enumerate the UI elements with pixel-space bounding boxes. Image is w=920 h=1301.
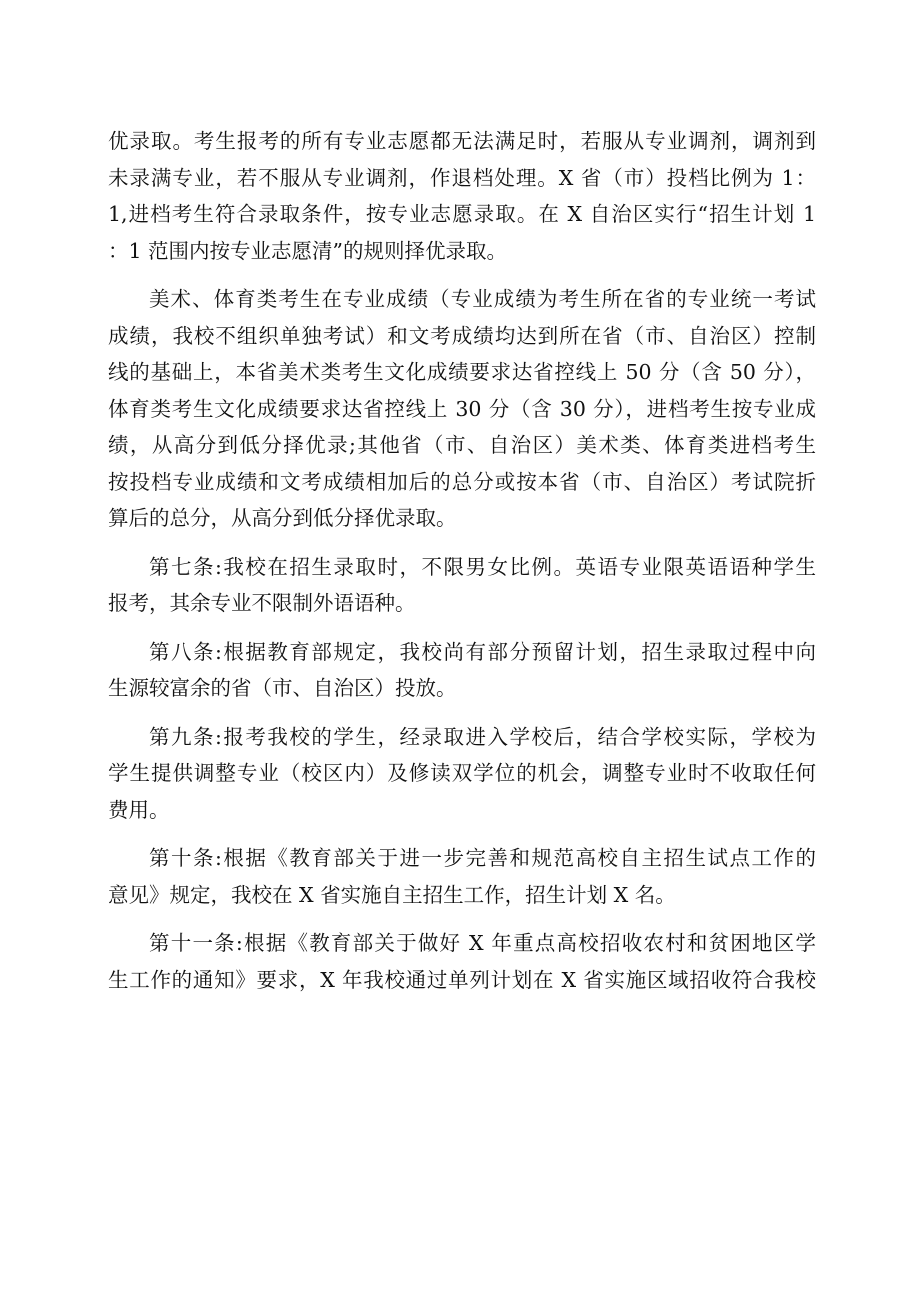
text-line: 成绩，我校不组织单独考试）和文考成绩均达到所在省（市、自治区）控制: [108, 323, 816, 348]
text-line: 绩，从高分到低分择优录;其他省（市、自治区）美术类、体育类进档考生: [108, 433, 816, 457]
text-line: 1,进档考生符合录取条件，按专业志愿录取。在 X 自治区实行“招生计划 1: [108, 202, 816, 226]
paragraph-article-11: [108, 925, 816, 998]
text-line: 第九条:报考我校的学生，经录取进入学校后，结合学校实际，学校为: [149, 724, 816, 749]
text-line: 算后的总分，从高分到低分择优录取。: [108, 506, 457, 530]
text-line: 生源较富余的省（市、自治区）投放。: [108, 676, 457, 700]
text-line: 第八条:根据教育部规定，我校尚有部分预留计划，招生录取过程中向: [149, 639, 816, 664]
paragraph-article-7: [108, 549, 816, 622]
paragraph-article-10: [108, 840, 816, 913]
document-page: [108, 123, 816, 998]
paragraph-admission-rules: [108, 123, 816, 269]
paragraph-article-9: [108, 719, 816, 829]
text-line: 费用。: [108, 797, 170, 822]
text-line: ：1 范围内按专业志愿清”的规则择优录取。: [108, 238, 508, 263]
text-line: 体育类考生文化成绩要求达省控线上 30 分（含 30 分），进档考生按专业成: [108, 396, 816, 421]
text-line: 优录取。考生报考的所有专业志愿都无法满足时，若服从专业调剂，调剂到: [108, 129, 816, 153]
text-line: 学生提供调整专业（校区内）及修读双学位的机会，调整专业时不收取任何: [108, 761, 816, 785]
text-line: 按投档专业成绩和文考成绩相加后的总分或按本省（市、自治区）考试院折: [108, 469, 816, 494]
text-line: 生工作的通知》要求，X 年我校通过单列计划在 X 省实施区域招收符合我校: [108, 967, 816, 992]
text-line: 报考，其余专业不限制外语语种。: [108, 591, 416, 615]
text-line: 意见》规定，我校在 X 省实施自主招生工作，招生计划 X 名。: [108, 882, 676, 907]
paragraph-article-8: [108, 634, 816, 707]
text-line: 未录满专业，若不服从专业调剂，作退档处理。X 省（市）投档比例为 1：: [108, 165, 816, 190]
text-line: 第七条:我校在招生录取时，不限男女比例。英语专业限英语语种学生: [149, 554, 816, 579]
text-line: 第十一条:根据《教育部关于做好 X 年重点高校招收农村和贫困地区学: [149, 931, 816, 955]
text-line: 美术、体育类考生在专业成绩（专业成绩为考生所在省的专业统一考试: [149, 287, 816, 311]
paragraph-art-sports: [108, 281, 816, 537]
text-line: 线的基础上，本省美术类考生文化成绩要求达省控线上 50 分（含 50 分），: [108, 360, 816, 384]
text-line: 第十条:根据《教育部关于进一步完善和规范高校自主招生试点工作的: [149, 846, 816, 870]
